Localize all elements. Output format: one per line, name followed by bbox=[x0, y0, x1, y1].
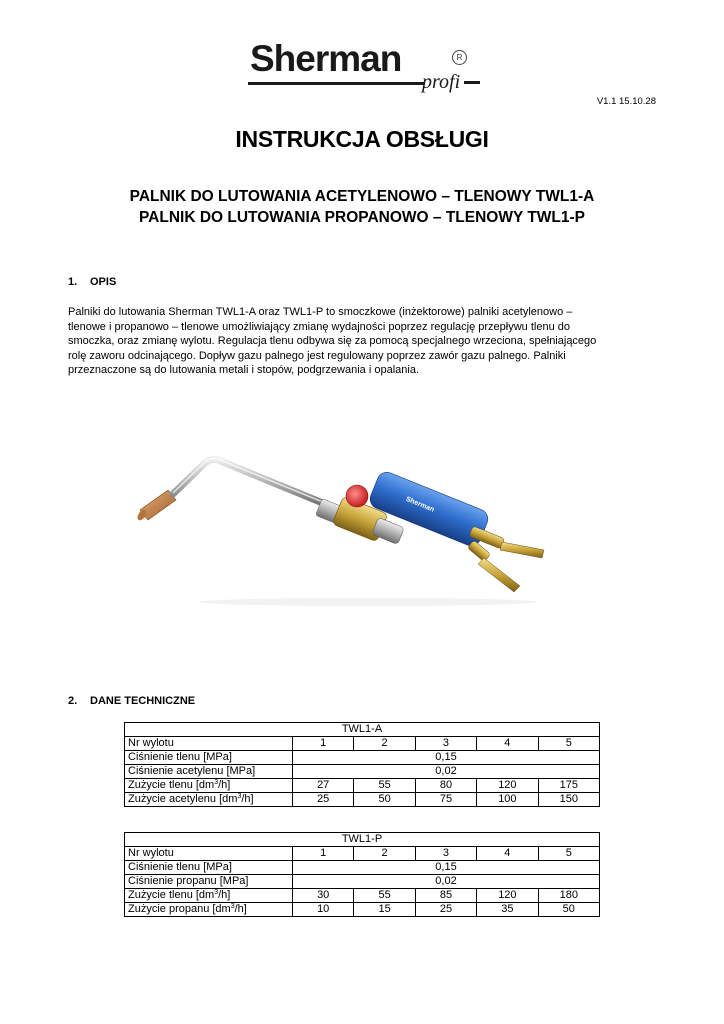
document-title: INSTRUKCJA OBSŁUGI bbox=[235, 126, 489, 152]
table-cell: 175 bbox=[538, 779, 599, 793]
section-2-heading bbox=[68, 695, 195, 707]
table-cell: 75 bbox=[415, 793, 476, 807]
logo-brand-text: Sherman bbox=[250, 38, 402, 79]
table-cell: 180 bbox=[538, 889, 599, 903]
table-caption: TWL1-P bbox=[125, 833, 600, 847]
table-row bbox=[125, 875, 600, 889]
spec-table-twl1-p bbox=[124, 832, 600, 917]
table-cell: 25 bbox=[293, 793, 354, 807]
logo-underline bbox=[248, 82, 424, 85]
table-cell: 35 bbox=[477, 903, 538, 917]
logo-dash bbox=[464, 81, 480, 84]
table-row bbox=[125, 793, 600, 807]
torch-tube bbox=[173, 460, 330, 507]
row-label: Ciśnienie acetylenu [MPa] bbox=[125, 765, 293, 779]
table-caption-row bbox=[125, 833, 600, 847]
paragraph-line: rolę zaworu odcinającego. Dopływ gazu palnego jest regulowany poprzez zawór gazu palnego. Palniki bbox=[68, 349, 566, 362]
table-cell: 2 bbox=[354, 847, 415, 861]
red-valve-knob bbox=[346, 485, 368, 507]
row-label: Zużycie tlenu $[dm^3/h]$ bbox=[125, 779, 293, 793]
torch-product-image bbox=[118, 426, 558, 616]
table-cell: 5 bbox=[538, 737, 599, 751]
row-label: Ciśnienie tlenu [MPa] bbox=[125, 751, 293, 765]
subtitle-twl1-a: PALNIK DO LUTOWANIA ACETYLENOWO – TLENOWY TWL1-A bbox=[129, 188, 595, 205]
sherman-logo bbox=[244, 38, 484, 94]
table-cell: 55 bbox=[354, 779, 415, 793]
table-cell: 80 bbox=[415, 779, 476, 793]
table-cell: 3 bbox=[415, 847, 476, 861]
table-cell: 2 bbox=[354, 737, 415, 751]
section-title: DANE TECHNICZNE bbox=[90, 695, 196, 707]
table-caption: TWL1-A bbox=[125, 723, 600, 737]
table-row bbox=[125, 765, 600, 779]
oxygen-spindle bbox=[372, 517, 405, 544]
table-cell-merged: 0,02 bbox=[293, 875, 600, 889]
row-label: Zużycie propanu $[dm^3/h]$ bbox=[125, 903, 293, 917]
table-cell: 30 bbox=[293, 889, 354, 903]
table-cell: 10 bbox=[293, 903, 354, 917]
section-1-heading bbox=[68, 276, 116, 288]
table-cell: 3 bbox=[415, 737, 476, 751]
row-label: Ciśnienie tlenu [MPa] bbox=[125, 861, 293, 875]
table-cell: 1 bbox=[293, 737, 354, 751]
table-cell-merged: 0,15 bbox=[293, 751, 600, 765]
table-caption-row bbox=[125, 723, 600, 737]
table-cell-merged: 0,02 bbox=[293, 765, 600, 779]
handle-logo-text: Sherman bbox=[404, 495, 436, 514]
table-cell: 55 bbox=[354, 889, 415, 903]
table-cell: 4 bbox=[477, 847, 538, 861]
table-cell: 15 bbox=[354, 903, 415, 917]
table-cell-merged: 0,15 bbox=[293, 861, 600, 875]
row-label: Ciśnienie propanu [MPa] bbox=[125, 875, 293, 889]
table-cell: 27 bbox=[293, 779, 354, 793]
table-cell: 1 bbox=[293, 847, 354, 861]
paragraph-line: przeznaczone są do lutowania metali i stopów, podgrzewania i opalania. bbox=[68, 364, 419, 376]
table-row bbox=[125, 737, 600, 751]
table-cell: 25 bbox=[415, 903, 476, 917]
table-cell: 85 bbox=[415, 889, 476, 903]
row-label: Nr wylotu bbox=[125, 737, 293, 751]
section-number: 2. bbox=[68, 695, 78, 707]
table-cell: 100 bbox=[477, 793, 538, 807]
table-row bbox=[125, 779, 600, 793]
row-label: Nr wylotu bbox=[125, 847, 293, 861]
table-row bbox=[125, 903, 600, 917]
table-cell: 150 bbox=[538, 793, 599, 807]
description-paragraph bbox=[68, 305, 658, 378]
logo-suffix-text: profi bbox=[422, 71, 461, 93]
registered-trademark-icon: R bbox=[452, 50, 467, 65]
paragraph-line: smoczka, oraz zmianę wylotu. Regulacja tlenu odbywa się za pomocą specjalnego wrzeciona, spełniającego bbox=[68, 335, 597, 347]
table-row bbox=[125, 861, 600, 875]
paragraph-line: tlenowe i propanowo – tlenowe umożliwiający zmianę wydajności poprzez regulację przepływu tlenu do bbox=[68, 320, 570, 333]
table-cell: 120 bbox=[477, 779, 538, 793]
row-label: Zużycie acetylenu $[dm^3/h]$ bbox=[125, 793, 293, 807]
table-cell: 4 bbox=[477, 737, 538, 751]
table-cell: 50 bbox=[538, 903, 599, 917]
paragraph-line: Palniki do lutowania Sherman TWL1-A oraz TWL1-P to smoczkowe (inżektorowe) palniki acetylenowo – bbox=[68, 306, 573, 318]
subtitle-twl1-p: PALNIK DO LUTOWANIA PROPANOWO – TLENOWY TWL1-P bbox=[138, 209, 586, 226]
row-label: Zużycie tlenu $[dm^3/h]$ bbox=[125, 889, 293, 903]
section-number: 1. bbox=[68, 276, 78, 288]
section-title: OPIS bbox=[90, 276, 117, 288]
table-cell: 5 bbox=[538, 847, 599, 861]
table-row bbox=[125, 751, 600, 765]
document-version: V1.1 15.10.28 bbox=[596, 96, 656, 107]
table-row bbox=[125, 889, 600, 903]
table-cell: 50 bbox=[354, 793, 415, 807]
gas-connectors bbox=[467, 526, 544, 592]
table-cell: 120 bbox=[477, 889, 538, 903]
table-row bbox=[125, 847, 600, 861]
spec-table-twl1-a bbox=[124, 722, 600, 807]
